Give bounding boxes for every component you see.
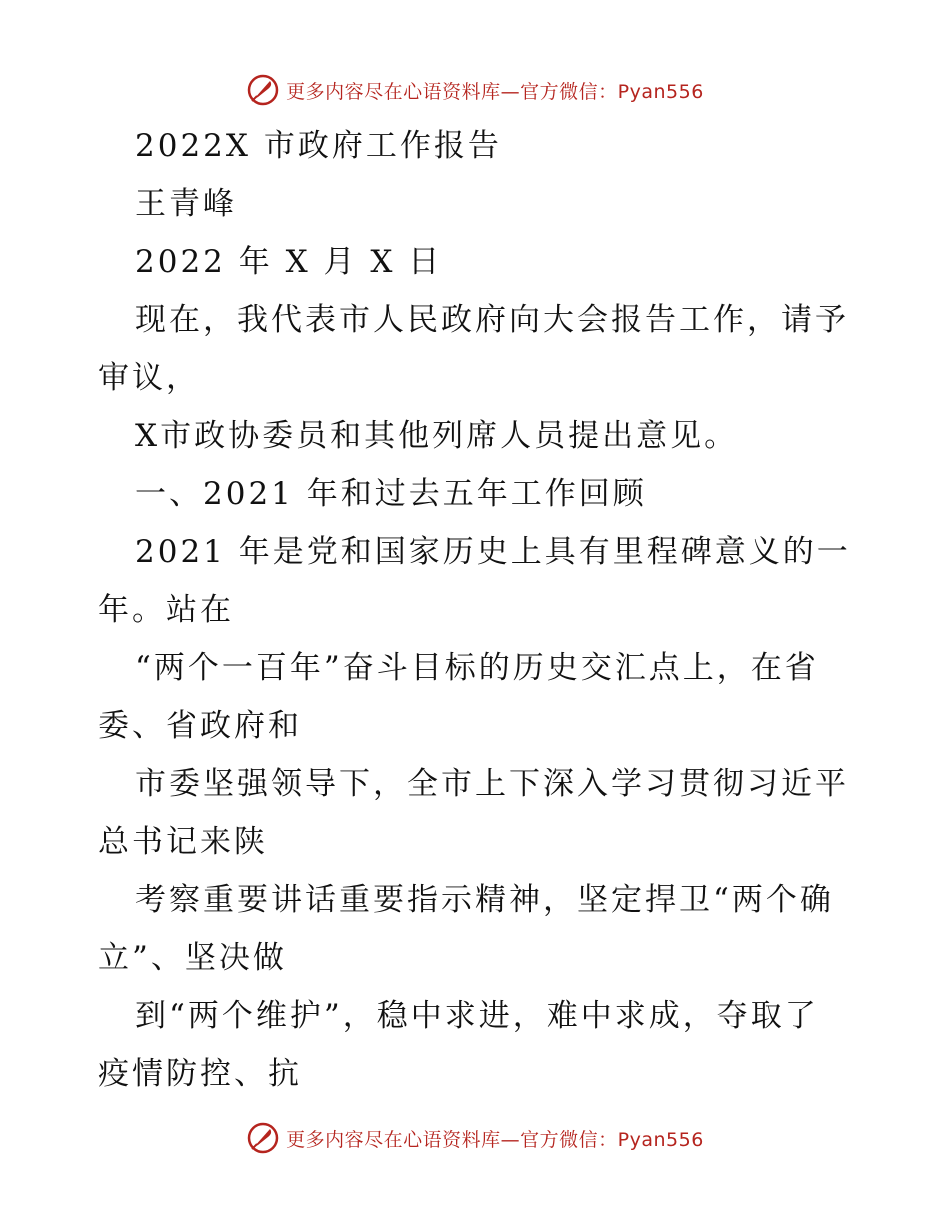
body-line: 到“两个维护”，稳中求进，难中求成，夺取了 [135,998,819,1034]
body-line: 审议， [98,360,200,396]
body-line: 总书记来陕 [98,824,268,860]
date-line: 2022 年 X 月 X 日 [135,244,443,280]
body-line: “两个一百年”奋斗目标的历史交汇点上，在省 [135,650,819,686]
watermark-text: 更多内容尽在心语资料库—官方微信：Pyan556 [286,80,704,103]
watermark-text: 更多内容尽在心语资料库—官方微信：Pyan556 [286,1128,704,1151]
body-line: 年。站在 [98,592,234,628]
body-line: X市政协委员和其他列席人员提出意见。 [135,418,739,454]
body-line: 2021 年是党和国家历史上具有里程碑意义的一 [135,534,851,570]
watermark-header [0,70,950,110]
quill-logo-icon [246,73,280,107]
body-line: 疫情防控、抗 [98,1056,302,1092]
quill-logo-icon [246,1121,280,1155]
body-line: 现在，我代表市人民政府向大会报告工作，请予 [135,302,849,338]
body-line: 立”、坚决做 [98,940,287,976]
watermark-footer [0,1118,950,1158]
section-heading: 一、2021 年和过去五年工作回顾 [135,476,647,512]
body-line: 市委坚强领导下，全市上下深入学习贯彻习近平 [135,766,849,802]
document-title: 2022X 市政府工作报告 [135,128,502,164]
body-line: 委、省政府和 [98,708,302,744]
author-line: 王青峰 [135,186,237,222]
body-line: 考察重要讲话重要指示精神，坚定捍卫“两个确 [135,882,834,918]
